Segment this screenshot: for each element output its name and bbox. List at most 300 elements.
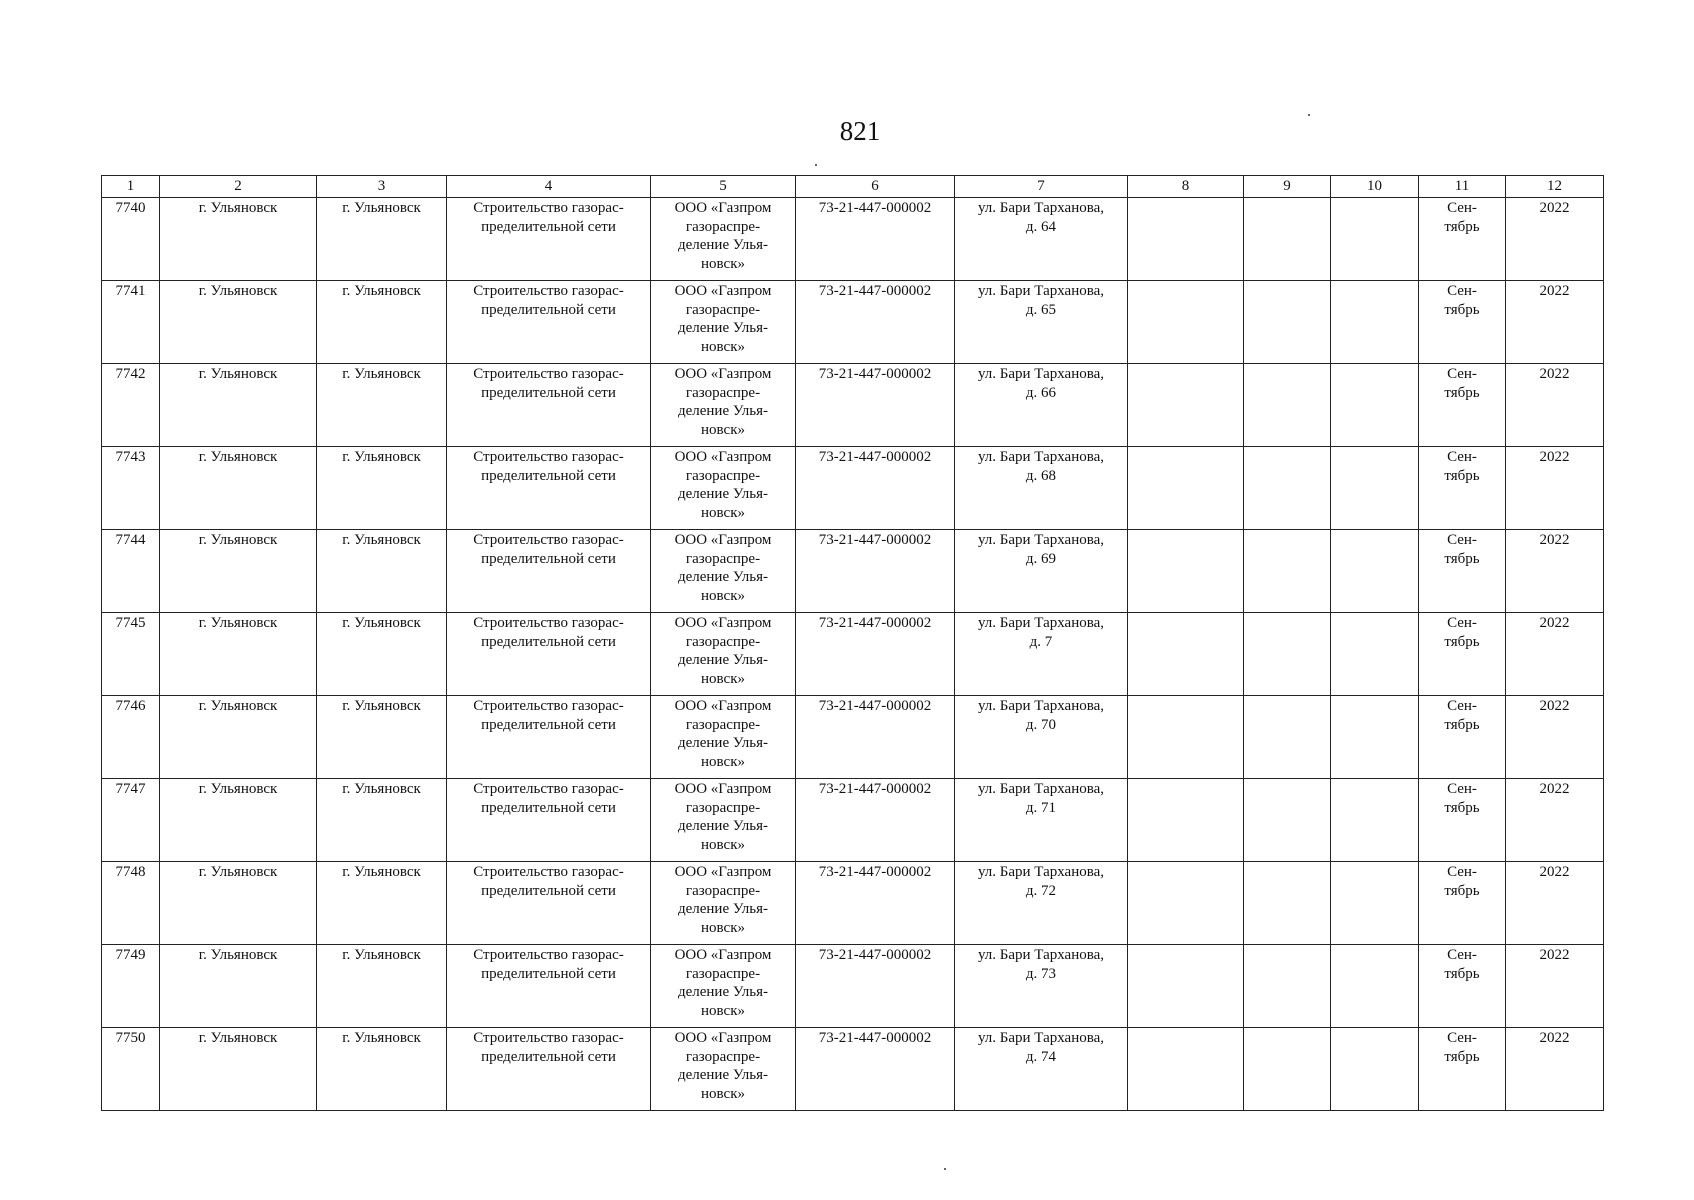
cell-text: д. 65 [1025,301,1057,318]
cell-col-9 [1244,198,1331,281]
cell-text: ООО «Газпром [674,864,772,880]
cell-text: д. 7 [1029,633,1053,650]
cell-col-8 [1128,1028,1244,1111]
cell-col-4 [447,447,651,530]
cell-col-7 [955,862,1128,945]
cell-text: новск» [701,1002,745,1019]
cell-text: ООО «Газпром [674,615,772,631]
cell-text: ул. Бари Тарханова, [977,1030,1105,1046]
cell-col-1 [102,779,160,862]
table-row [102,945,1604,1028]
cell-col-8 [1128,281,1244,364]
cell-col-10 [1331,530,1419,613]
cell-text: ООО «Газпром [674,1030,772,1046]
cell-text: Сен- [1447,781,1477,797]
cell-col-8 [1128,364,1244,447]
column-header-6: 6 [796,176,955,198]
cell-text: новск» [701,1085,745,1102]
cell-text: г. Ульяновск [342,200,421,216]
cell-text: 73-21-447-000002 [818,864,932,880]
cell-col-3 [317,862,447,945]
cell-col-7 [955,696,1128,779]
cell-text: ул. Бари Тарханова, [977,449,1105,465]
cell-col-7 [955,779,1128,862]
cell-col-4 [447,530,651,613]
cell-col-2 [160,862,317,945]
cell-text: тябрь [1444,1048,1480,1065]
cell-text: 73-21-447-000002 [818,698,932,714]
cell-col-9 [1244,447,1331,530]
cell-col-10 [1331,696,1419,779]
cell-col-10 [1331,198,1419,281]
cell-col-6 [796,1028,955,1111]
cell-col-4 [447,613,651,696]
cell-text: 73-21-447-000002 [818,615,932,631]
cell-col-6 [796,447,955,530]
cell-text: газораспре- [685,467,761,484]
cell-col-5 [651,1028,796,1111]
cell-col-5 [651,862,796,945]
cell-col-4 [447,696,651,779]
cell-text: г. Ульяновск [198,1030,278,1046]
column-header-10: 10 [1331,176,1419,198]
cell-col-10 [1331,779,1419,862]
column-header-5: 5 [651,176,796,198]
cell-col-11 [1419,447,1506,530]
cell-col-7 [955,447,1128,530]
cell-col-10 [1331,364,1419,447]
cell-col-6 [796,862,955,945]
cell-col-11 [1419,945,1506,1028]
column-header-11: 11 [1419,176,1506,198]
cell-col-11 [1419,696,1506,779]
cell-text: 7747 [115,781,146,797]
cell-text: ООО «Газпром [674,283,772,299]
cell-text: 73-21-447-000002 [818,283,932,299]
scan-speck [1308,114,1310,116]
cell-col-10 [1331,1028,1419,1111]
cell-text: г. Ульяновск [198,781,278,797]
cell-col-8 [1128,447,1244,530]
cell-text: тябрь [1444,716,1480,733]
cell-text: пределительной сети [481,1048,616,1065]
cell-text: пределительной сети [481,550,616,567]
cell-text: ул. Бари Тарханова, [977,283,1105,299]
cell-text: пределительной сети [481,218,616,235]
cell-col-8 [1128,613,1244,696]
cell-col-10 [1331,447,1419,530]
cell-text: газораспре- [685,301,761,318]
cell-text: ул. Бари Тарханова, [977,947,1105,963]
cell-text: д. 66 [1025,384,1057,401]
cell-text: Строительство газорас- [473,1030,624,1046]
cell-col-3 [317,613,447,696]
cell-col-6 [796,530,955,613]
cell-col-1 [102,530,160,613]
cell-col-2 [160,696,317,779]
table-row [102,779,1604,862]
cell-text: г. Ульяновск [342,1030,421,1046]
cell-text: ООО «Газпром [674,698,772,714]
cell-text: Сен- [1447,864,1477,880]
cell-col-5 [651,696,796,779]
cell-text: ООО «Газпром [674,947,772,963]
cell-col-1 [102,945,160,1028]
scan-speck [944,1168,946,1170]
cell-text: 2022 [1539,615,1570,631]
cell-text: газораспре- [685,550,761,567]
table-row [102,696,1604,779]
cell-text: г. Ульяновск [342,366,421,382]
table-row [102,447,1604,530]
cell-col-5 [651,779,796,862]
cell-text: 7745 [115,615,146,631]
cell-text: деление Улья- [677,486,769,502]
cell-text: ул. Бари Тарханова, [977,781,1105,797]
cell-col-8 [1128,862,1244,945]
cell-text: деление Улья- [677,984,769,1000]
column-header-4: 4 [447,176,651,198]
cell-text: Строительство газорас- [473,615,624,631]
cell-col-10 [1331,613,1419,696]
cell-text: тябрь [1444,633,1480,650]
table-body [102,198,1604,1111]
cell-text: деление Улья- [677,237,769,253]
cell-col-2 [160,447,317,530]
cell-text: 2022 [1539,781,1570,797]
cell-col-7 [955,198,1128,281]
cell-text: г. Ульяновск [342,449,421,465]
cell-col-1 [102,281,160,364]
cell-text: 2022 [1539,200,1570,216]
cell-text: Сен- [1447,698,1477,714]
cell-text: д. 73 [1025,965,1057,982]
cell-col-9 [1244,364,1331,447]
column-header-7: 7 [955,176,1128,198]
cell-text: деление Улья- [677,1067,769,1083]
cell-text: г. Ульяновск [342,698,421,714]
cell-col-1 [102,862,160,945]
cell-text: 7743 [115,449,146,465]
cell-col-11 [1419,198,1506,281]
cell-text: г. Ульяновск [198,947,278,963]
cell-col-12 [1506,281,1604,364]
cell-text: тябрь [1444,799,1480,816]
cell-col-5 [651,613,796,696]
cell-text: 2022 [1539,366,1570,382]
cell-text: ул. Бари Тарханова, [977,200,1105,216]
cell-text: Строительство газорас- [473,781,624,797]
cell-col-11 [1419,862,1506,945]
cell-text: новск» [701,670,745,687]
cell-text: г. Ульяновск [198,864,278,880]
cell-text: новск» [701,421,745,438]
cell-text: г. Ульяновск [198,615,278,631]
cell-col-11 [1419,613,1506,696]
cell-text: 73-21-447-000002 [818,947,932,963]
cell-text: Строительство газорас- [473,366,624,382]
cell-text: деление Улья- [677,569,769,585]
cell-col-4 [447,281,651,364]
cell-text: 73-21-447-000002 [818,532,932,548]
cell-text: газораспре- [685,384,761,401]
cell-col-7 [955,613,1128,696]
cell-text: г. Ульяновск [342,615,421,631]
cell-text: Строительство газорас- [473,532,624,548]
cell-text: пределительной сети [481,301,616,318]
cell-col-5 [651,198,796,281]
cell-col-1 [102,1028,160,1111]
cell-col-9 [1244,530,1331,613]
cell-text: 73-21-447-000002 [818,449,932,465]
cell-col-3 [317,198,447,281]
cell-text: г. Ульяновск [198,200,278,216]
cell-text: пределительной сети [481,384,616,401]
cell-text: пределительной сети [481,633,616,650]
cell-text: газораспре- [685,882,761,899]
cell-text: новск» [701,338,745,355]
cell-col-9 [1244,281,1331,364]
column-header-8: 8 [1128,176,1244,198]
column-header-2: 2 [160,176,317,198]
registry-table [101,175,1604,1111]
cell-col-4 [447,779,651,862]
cell-col-8 [1128,198,1244,281]
cell-text: Строительство газорас- [473,947,624,963]
cell-col-6 [796,281,955,364]
cell-col-7 [955,364,1128,447]
cell-text: деление Улья- [677,901,769,917]
cell-text: тябрь [1444,384,1480,401]
cell-text: 7746 [115,698,146,714]
cell-col-11 [1419,1028,1506,1111]
cell-col-2 [160,945,317,1028]
cell-text: г. Ульяновск [342,947,421,963]
cell-col-12 [1506,945,1604,1028]
cell-col-3 [317,281,447,364]
cell-col-3 [317,447,447,530]
cell-col-12 [1506,779,1604,862]
cell-col-2 [160,198,317,281]
cell-col-5 [651,447,796,530]
table-row [102,530,1604,613]
cell-text: ул. Бари Тарханова, [977,615,1105,631]
cell-text: ул. Бари Тарханова, [977,698,1105,714]
cell-col-12 [1506,198,1604,281]
cell-col-2 [160,779,317,862]
cell-text: газораспре- [685,1048,761,1065]
cell-col-9 [1244,779,1331,862]
table-row [102,281,1604,364]
cell-col-5 [651,530,796,613]
cell-text: пределительной сети [481,799,616,816]
cell-text: Сен- [1447,449,1477,465]
cell-text: газораспре- [685,633,761,650]
cell-text: 7742 [115,366,146,382]
cell-col-12 [1506,1028,1604,1111]
cell-text: Сен- [1447,532,1477,548]
cell-text: д. 68 [1025,467,1057,484]
cell-col-12 [1506,613,1604,696]
cell-text: 2022 [1539,698,1570,714]
cell-col-7 [955,945,1128,1028]
cell-text: Сен- [1447,200,1477,216]
cell-col-9 [1244,945,1331,1028]
cell-col-3 [317,530,447,613]
cell-col-3 [317,1028,447,1111]
cell-col-2 [160,364,317,447]
cell-text: пределительной сети [481,965,616,982]
cell-text: тябрь [1444,301,1480,318]
cell-text: тябрь [1444,882,1480,899]
cell-text: новск» [701,836,745,853]
cell-text: 2022 [1539,1030,1570,1046]
cell-text: пределительной сети [481,716,616,733]
cell-col-12 [1506,530,1604,613]
cell-col-1 [102,364,160,447]
cell-text: 73-21-447-000002 [818,200,932,216]
column-header-12: 12 [1506,176,1604,198]
cell-col-8 [1128,779,1244,862]
cell-text: новск» [701,504,745,521]
cell-text: новск» [701,753,745,770]
cell-text: д. 69 [1025,550,1057,567]
cell-text: деление Улья- [677,403,769,419]
cell-text: деление Улья- [677,652,769,668]
cell-text: Сен- [1447,366,1477,382]
cell-text: ул. Бари Тарханова, [977,366,1105,382]
cell-col-12 [1506,862,1604,945]
cell-text: газораспре- [685,716,761,733]
cell-text: г. Ульяновск [198,532,278,548]
cell-col-8 [1128,945,1244,1028]
table-row [102,364,1604,447]
cell-col-1 [102,447,160,530]
column-header-9: 9 [1244,176,1331,198]
cell-col-4 [447,364,651,447]
cell-text: г. Ульяновск [198,449,278,465]
cell-text: ООО «Газпром [674,366,772,382]
column-header-1: 1 [102,176,160,198]
cell-col-3 [317,364,447,447]
cell-text: г. Ульяновск [198,366,278,382]
cell-text: д. 71 [1025,799,1057,816]
cell-col-11 [1419,779,1506,862]
cell-text: г. Ульяновск [198,698,278,714]
cell-col-3 [317,945,447,1028]
cell-text: тябрь [1444,965,1480,982]
cell-text: новск» [701,255,745,272]
cell-col-9 [1244,613,1331,696]
table-row [102,613,1604,696]
cell-text: 2022 [1539,864,1570,880]
cell-col-12 [1506,696,1604,779]
cell-text: 73-21-447-000002 [818,1030,932,1046]
table-header [102,176,1604,198]
cell-text: г. Ульяновск [342,532,421,548]
cell-col-4 [447,198,651,281]
cell-text: газораспре- [685,799,761,816]
cell-col-4 [447,862,651,945]
cell-text: ООО «Газпром [674,781,772,797]
cell-text: 7741 [115,283,146,299]
cell-text: Строительство газорас- [473,283,624,299]
cell-text: 2022 [1539,449,1570,465]
cell-text: тябрь [1444,467,1480,484]
cell-text: 2022 [1539,947,1570,963]
cell-text: Сен- [1447,1030,1477,1046]
cell-col-2 [160,530,317,613]
table-row [102,198,1604,281]
cell-col-4 [447,1028,651,1111]
cell-col-5 [651,364,796,447]
cell-text: тябрь [1444,550,1480,567]
cell-text: ул. Бари Тарханова, [977,864,1105,880]
cell-col-2 [160,1028,317,1111]
cell-text: 7748 [115,864,146,880]
cell-text: 7750 [115,1030,146,1046]
cell-text: Строительство газорас- [473,698,624,714]
cell-col-6 [796,696,955,779]
cell-text: г. Ульяновск [342,864,421,880]
cell-col-2 [160,281,317,364]
cell-text: 7749 [115,947,146,963]
cell-text: Сен- [1447,283,1477,299]
cell-text: деление Улья- [677,818,769,834]
cell-col-7 [955,1028,1128,1111]
cell-text: 7740 [115,200,146,216]
cell-col-1 [102,696,160,779]
cell-text: 73-21-447-000002 [818,781,932,797]
cell-text: газораспре- [685,218,761,235]
cell-text: новск» [701,587,745,604]
cell-text: ООО «Газпром [674,449,772,465]
cell-text: деление Улья- [677,735,769,751]
cell-col-6 [796,779,955,862]
cell-text: деление Улья- [677,320,769,336]
cell-text: ООО «Газпром [674,200,772,216]
cell-col-1 [102,198,160,281]
cell-col-2 [160,613,317,696]
cell-text: ООО «Газпром [674,532,772,548]
page-number: 821 [839,116,881,146]
cell-col-11 [1419,281,1506,364]
column-header-3: 3 [317,176,447,198]
cell-text: газораспре- [685,965,761,982]
cell-text: Сен- [1447,615,1477,631]
cell-col-7 [955,281,1128,364]
cell-text: тябрь [1444,218,1480,235]
cell-text: 73-21-447-000002 [818,366,932,382]
cell-text: Строительство газорас- [473,200,624,216]
cell-col-9 [1244,862,1331,945]
cell-col-6 [796,364,955,447]
cell-col-5 [651,945,796,1028]
cell-text: новск» [701,919,745,936]
cell-text: Строительство газорас- [473,864,624,880]
cell-col-6 [796,613,955,696]
cell-col-9 [1244,696,1331,779]
header-row [102,176,1604,198]
cell-col-9 [1244,1028,1331,1111]
cell-col-6 [796,198,955,281]
cell-col-7 [955,530,1128,613]
cell-text: д. 70 [1025,716,1057,733]
cell-text: Строительство газорас- [473,449,624,465]
cell-col-10 [1331,862,1419,945]
cell-text: д. 72 [1025,882,1057,899]
cell-col-5 [651,281,796,364]
